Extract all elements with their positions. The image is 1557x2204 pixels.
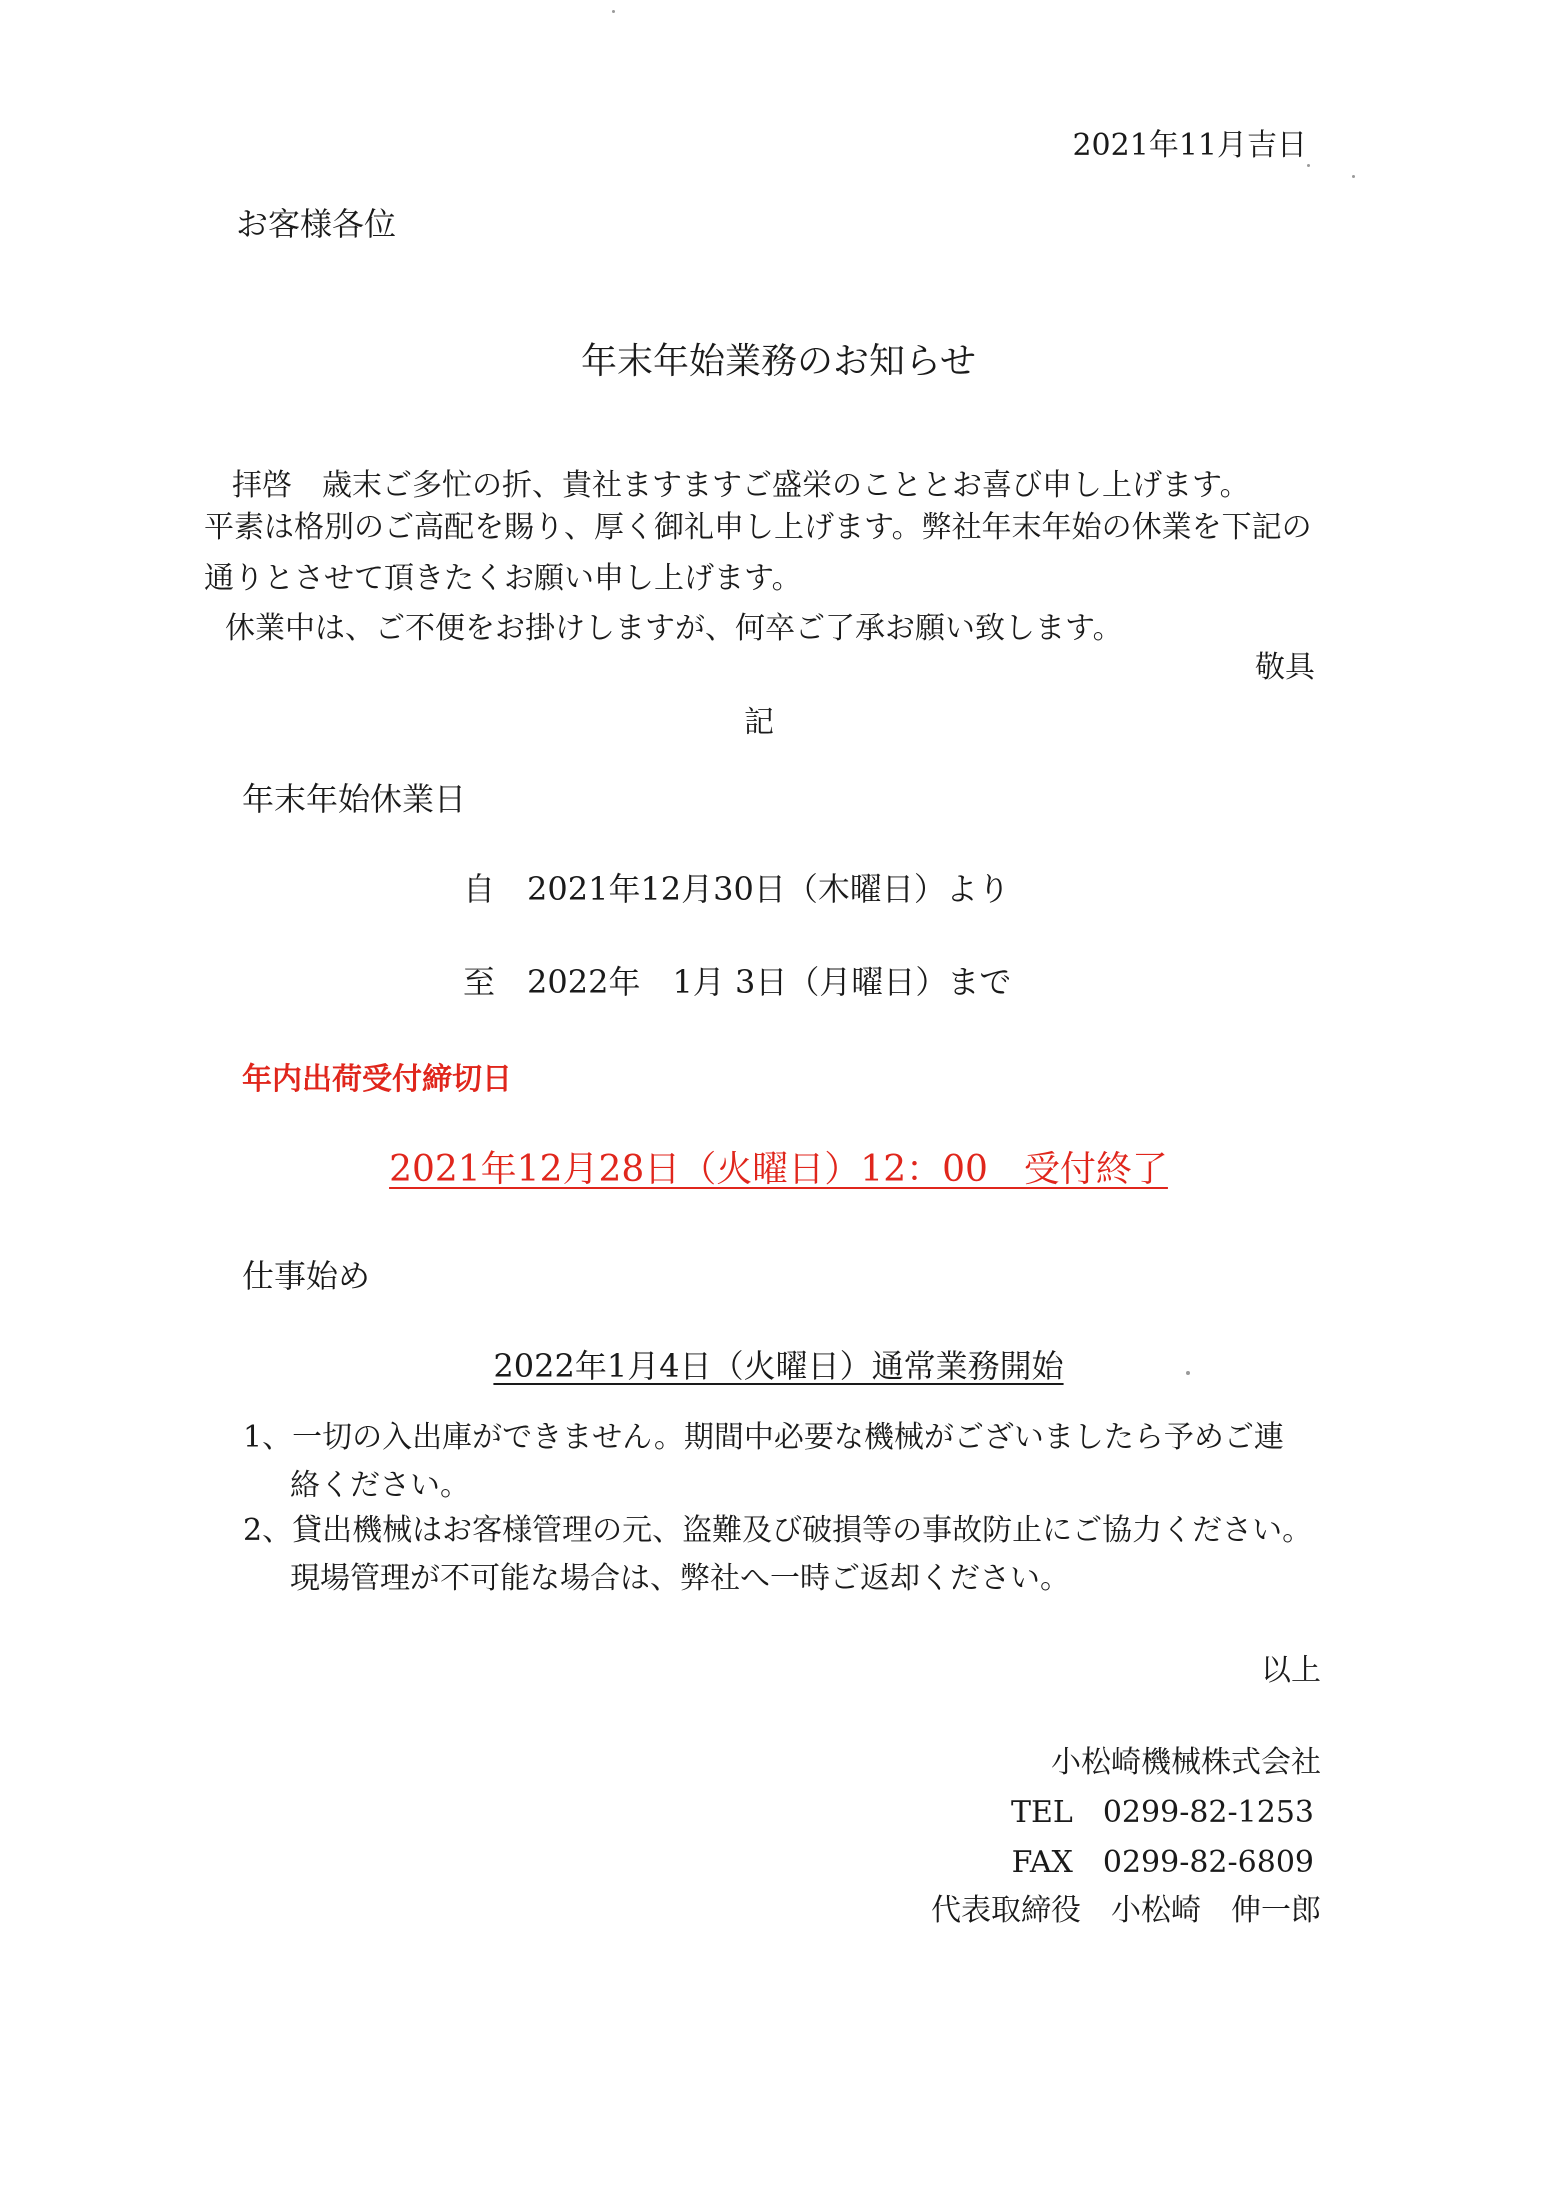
company-name: 小松崎機械株式会社 (1051, 1745, 1321, 1780)
scan-speck (1307, 164, 1310, 167)
note-2-line-2: 現場管理が不可能な場合は、弊社へ一時ご返却ください。 (290, 1561, 1070, 1596)
company-tel: TEL 0299-82-1253 (1011, 1795, 1314, 1830)
scan-speck (612, 10, 615, 13)
holiday-from: 自 2021年12月30日（木曜日）より (463, 870, 1010, 908)
body-line-3: 通りとさせて頂きたくお願い申し上げます。 (204, 561, 802, 596)
holiday-to: 至 2022年 1月 3日（月曜日）まで (463, 963, 1012, 1001)
deadline-value: 2021年12月28日（火曜日）12：00 受付終了 (389, 1149, 1168, 1190)
company-representative: 代表取締役 小松崎 伸一郎 (931, 1893, 1321, 1928)
document-title: 年末年始業務のお知らせ (581, 341, 976, 382)
note-2-line-1: 2、貸出機械はお客様管理の元、盗難及び破損等の事故防止にご協力ください。 (243, 1513, 1313, 1548)
start-value: 2022年1月4日（火曜日）通常業務開始 (493, 1347, 1064, 1385)
start-heading: 仕事始め (242, 1257, 371, 1295)
end-ijo: 以上 (1261, 1653, 1321, 1688)
body-line-2: 平素は格別のご高配を賜り、厚く御礼申し上げます。弊社年末年始の休業を下記の (204, 510, 1312, 545)
closing-keigu: 敬具 (1255, 650, 1315, 685)
salutation: お客様各位 (236, 205, 397, 243)
note-1-line-1: 1、一切の入出庫ができません。期間中必要な機械がございましたら予めご連 (243, 1420, 1284, 1455)
deadline-heading: 年内出荷受付締切日 (242, 1062, 512, 1097)
company-fax: FAX 0299-82-6809 (1011, 1845, 1314, 1880)
document-date: 2021年11月吉日 (1072, 128, 1307, 163)
holiday-heading: 年末年始休業日 (242, 780, 467, 818)
note-1-line-2: 絡ください。 (290, 1468, 470, 1503)
scan-speck (1352, 175, 1355, 178)
body-line-4: 休業中は、ご不便をお掛けしますが、何卒ご了承お願い致します。 (225, 611, 1123, 646)
body-line-1: 拝啓 歳末ご多忙の折、貴社ますますご盛栄のこととお喜び申し上げます。 (232, 468, 1250, 503)
ki-label: 記 (744, 705, 774, 740)
